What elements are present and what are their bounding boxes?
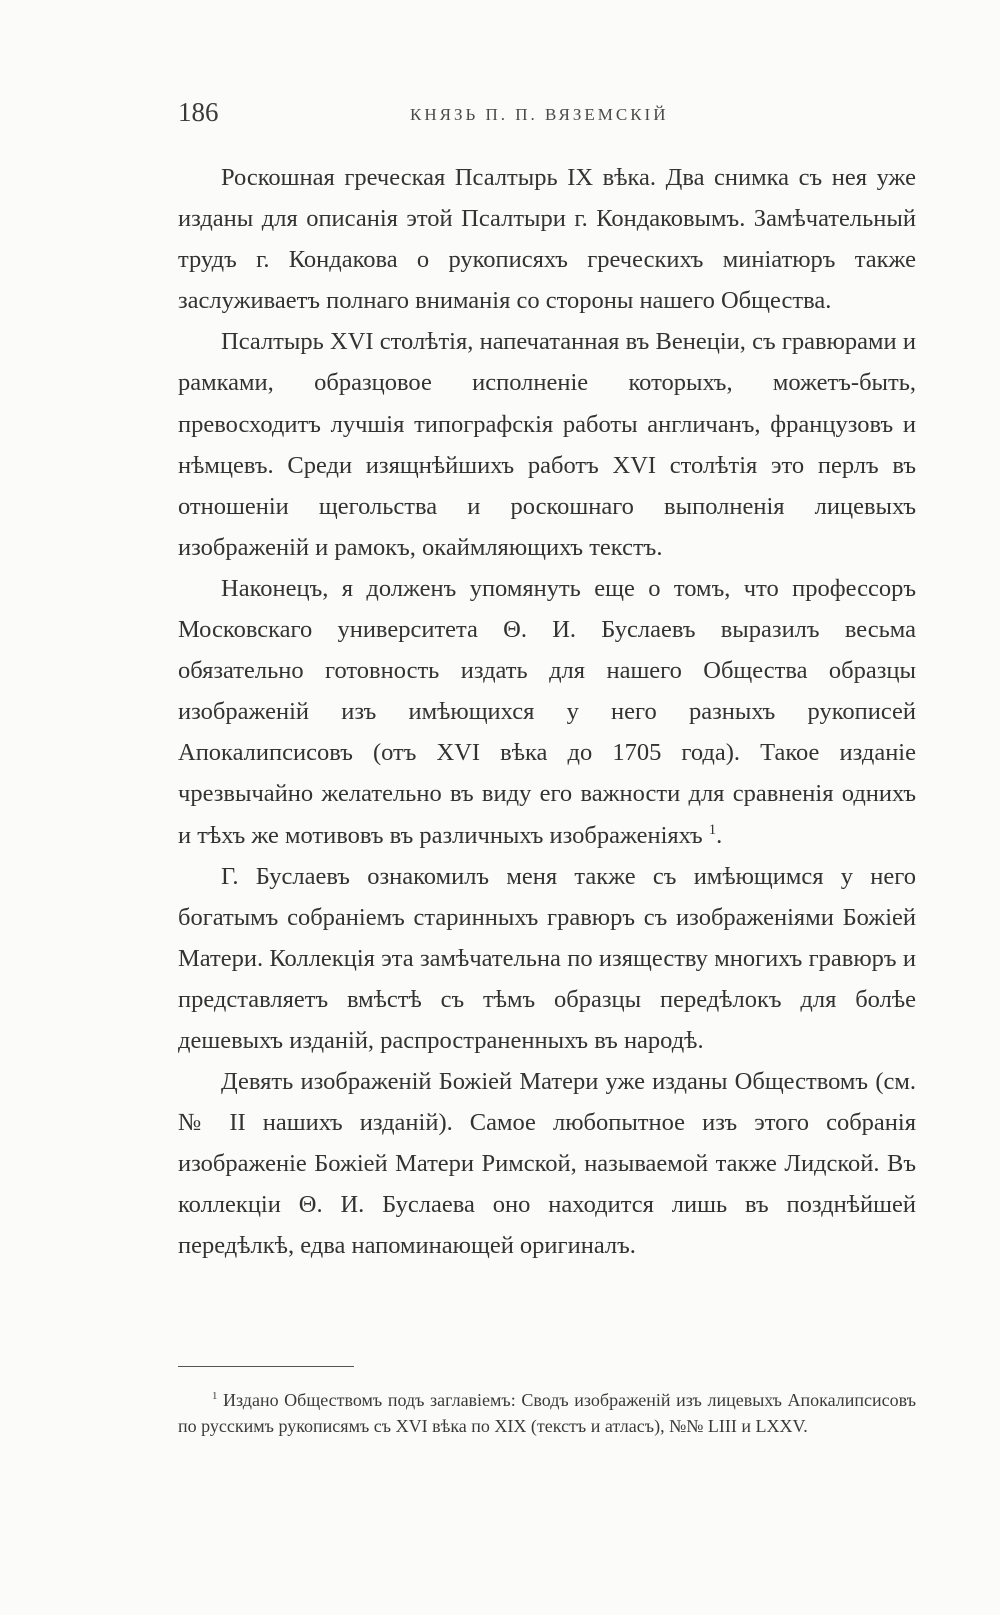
paragraph-buslaev-apocalypse <box>178 568 916 856</box>
running-head: КНЯЗЬ П. П. ВЯЗЕМСКІЙ <box>410 105 669 124</box>
body-text <box>178 157 916 1267</box>
footnote-marker: 1 <box>212 1390 218 1402</box>
footnote-text: Издано Обществомъ подъ заглавіемъ: Сводъ изображеній изъ лицевыхъ Апокалипсисовъ по русскимъ рукописямъ съ XVI вѣка по XIX (текстъ и атласъ), №№ LIII и LXXV. <box>178 1390 916 1436</box>
page-number: 186 <box>178 97 219 127</box>
footnote-divider <box>178 1366 354 1367</box>
paragraph-engravings-collection: Г. Буслаевъ ознакомилъ меня также съ имѣющимся у него богатымъ собраніемъ старинныхъ гравюръ съ изображеніями Божіей Матери. Коллекція эта замѣчательна по изяществу многихъ гравюръ и представляетъ вмѣстѣ съ тѣмъ образцы передѣлокъ для болѣе дешевыхъ изданій, распространенныхъ въ народѣ. <box>178 862 916 1054</box>
footnote <box>178 1388 916 1439</box>
paragraph-venice-psalter: Псалтырь XVI столѣтія, напечатанная въ Венеціи, съ гравюрами и рамками, образцовое исполненіе которыхъ, можетъ-быть, превосходитъ лучшія типографскія работы англичанъ, французовъ и нѣмцевъ. Среди изящнѣйшихъ работъ XVI столѣтія это перлъ въ отношеніи щегольства и роскошнаго выполненія лицевыхъ изображеній и рамокъ, окаймляющихъ текстъ. <box>178 328 916 561</box>
footnote-reference: 1 <box>708 821 717 838</box>
paragraph-buslaev-apocalypse-text: Наконецъ, я долженъ упомянуть еще о томъ, что профессоръ Московскаго университета Θ. И. Буслаевъ выразилъ весьма обязательно готовность издать для нашего Общества образцы изображеній изъ имѣющихся у него разныхъ рукописей Апокалипсисовъ (отъ XVI вѣка до 1705 года). Такое изданіе чрезвычайно желательно въ виду его важности для сравненія однихъ и тѣхъ же мотивовъ въ различныхъ изображеніяхъ <box>178 574 916 849</box>
paragraph-nine-images: Девять изображеній Божіей Матери уже изданы Обществомъ (см. № II нашихъ изданій). Самое любопытное изъ этого собранія изображеніе Божіей Матери Римской, называемой также Лидской. Въ коллекціи Θ. И. Буслаева оно находится лишь въ позднѣйшей передѣлкѣ, едва напоминающей оригиналъ. <box>178 1068 916 1260</box>
page-header <box>178 97 913 133</box>
paragraph-greek-psalter: Роскошная греческая Псалтырь IX вѣка. Два снимка съ нея уже изданы для описанія этой Псалтыри г. Кондаковымъ. Замѣчательный трудъ г. Кондакова о рукописяхъ греческихъ миніатюръ также заслуживаетъ полнаго вниманія со стороны нашего Общества. <box>178 164 916 315</box>
footnote-paragraph <box>178 1388 916 1439</box>
footnote-reference-punctuation: . <box>716 821 723 849</box>
